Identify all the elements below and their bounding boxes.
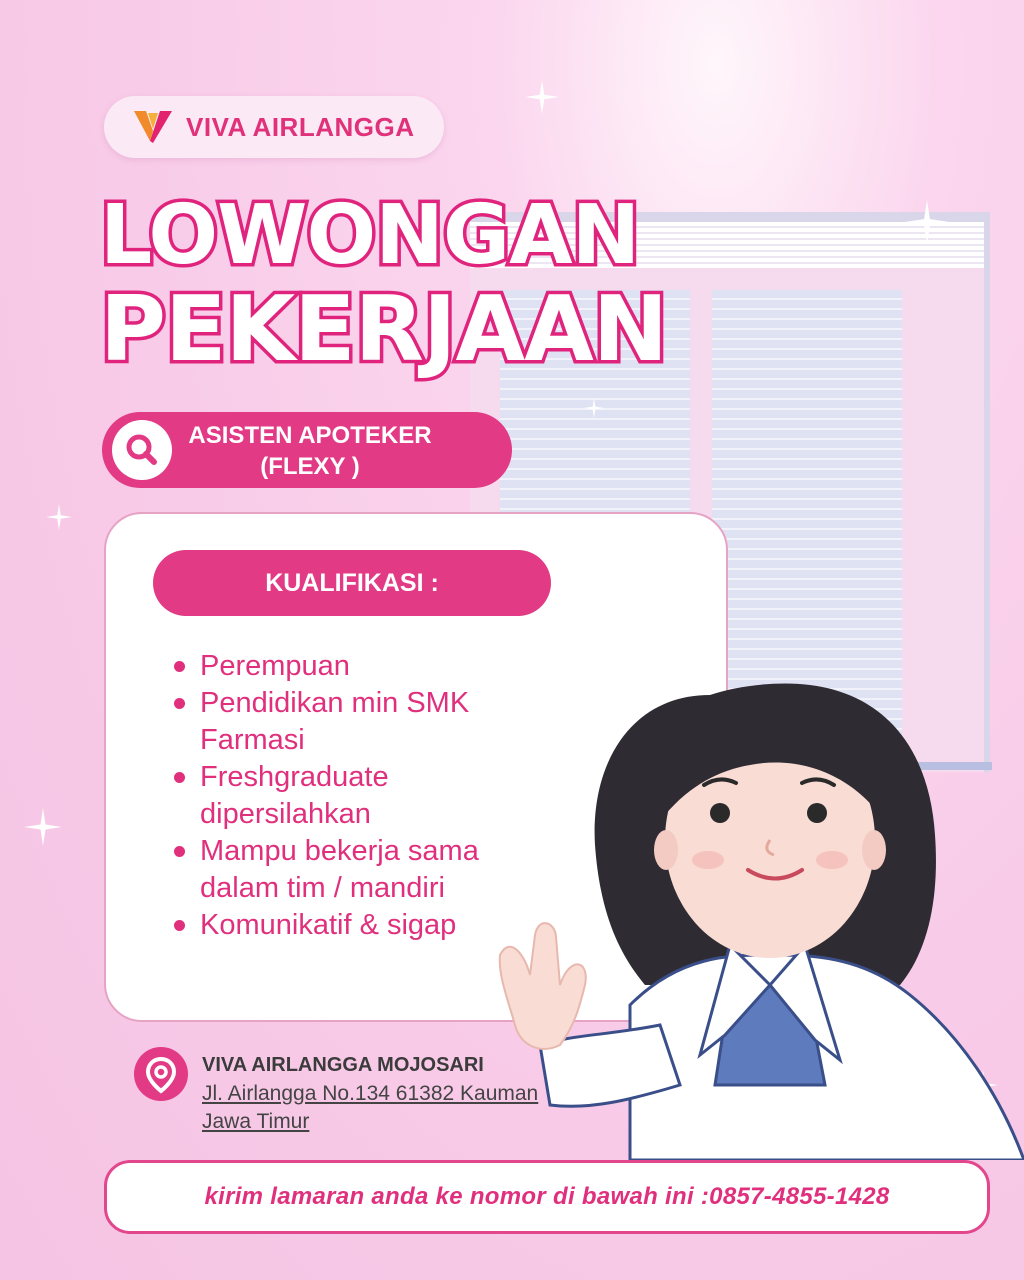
qualifications-list xyxy=(170,648,530,944)
contact-text: kirim lamaran anda ke nomor di bawah ini :0857-4855-1428 xyxy=(204,1183,890,1210)
sparkle-icon xyxy=(525,80,559,114)
headline-line-2: PEKERJAAN xyxy=(100,277,668,382)
location-pin-circle xyxy=(134,1047,188,1101)
location-name: VIVA AIRLANGGA MOJOSARI xyxy=(202,1054,484,1076)
qualifications-title: KUALIFIKASI : xyxy=(153,550,551,616)
sparkle-icon xyxy=(24,808,62,846)
address-line-1: Jl. Airlangga No.134 61382 Kauman xyxy=(202,1082,539,1105)
viva-v-logo-icon xyxy=(132,107,174,147)
sparkle-icon xyxy=(584,398,604,418)
sparkle-icon xyxy=(46,504,72,530)
sparkle-icon xyxy=(905,200,949,244)
position-title xyxy=(170,420,450,482)
search-icon xyxy=(112,420,172,480)
headline-line-1: LOWONGAN xyxy=(100,188,640,283)
search-icon-circle xyxy=(112,420,172,480)
location-pin-icon xyxy=(134,1047,188,1101)
list-item: Komunikatif & sigap xyxy=(170,907,530,944)
location-address xyxy=(202,1080,622,1136)
list-item: Freshgraduate dipersilahkan xyxy=(170,759,530,833)
list-item: Mampu bekerja sama dalam tim / mandiri xyxy=(170,833,530,907)
brand-badge xyxy=(104,96,444,158)
address-line-2: Jawa Timur xyxy=(202,1110,310,1133)
position-title-line-2: (FLEXY ) xyxy=(260,453,360,480)
list-item: Pendidikan min SMK Farmasi xyxy=(170,685,530,759)
brand-name: VIVA AIRLANGGA xyxy=(186,111,415,142)
contact-banner xyxy=(104,1160,990,1234)
position-title-line-1: ASISTEN APOTEKER xyxy=(188,422,432,449)
list-item: Perempuan xyxy=(170,648,530,685)
